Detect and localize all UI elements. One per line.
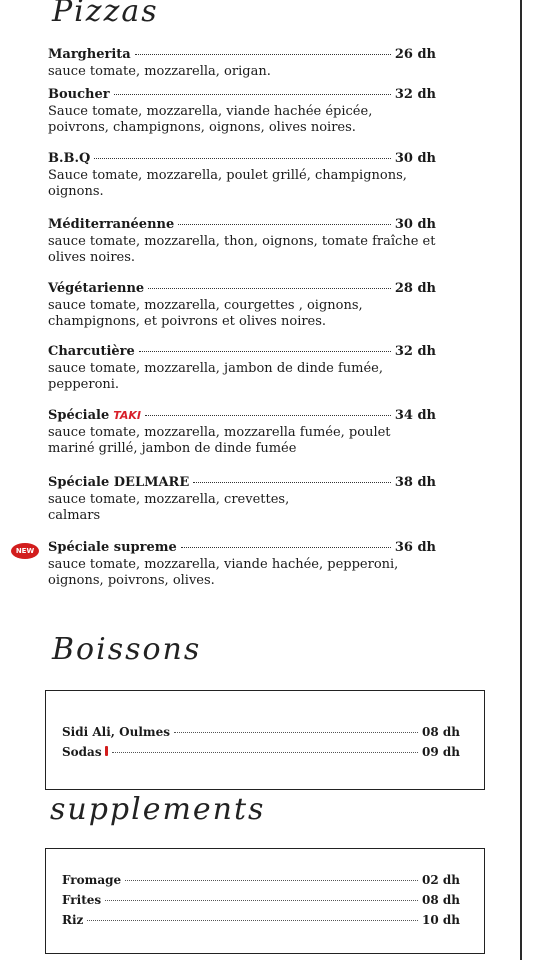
pizza-price: 38 dh (394, 475, 436, 490)
supplements-heading: supplements (50, 792, 266, 827)
leader-dots (94, 158, 390, 159)
pizza-description: sauce tomate, mozzarella, crevettes, calmars (48, 492, 290, 523)
pizza-name: Spéciale DELMARE (48, 475, 190, 490)
pizza-item (48, 408, 436, 457)
drink-price: 08 dh (422, 725, 460, 739)
pizza-description: sauce tomate, mozzarella, jambon de dinde fumée, pepperoni. (48, 361, 383, 392)
drink-item (62, 744, 460, 760)
leader-dots (139, 351, 391, 352)
pizza-description: sauce tomate, mozzarella, mozzarella fumée, poulet mariné grillé, jambon de dinde fumée (48, 425, 391, 456)
leader-dots (178, 224, 391, 225)
leader-dots (87, 920, 418, 921)
pizza-name: Spéciale (48, 408, 110, 423)
pizza-price: 32 dh (394, 344, 436, 359)
supplement-name: Frites (62, 893, 102, 907)
pizza-item (48, 217, 436, 266)
drink-name: Sidi Ali, Oulmes (62, 725, 170, 739)
drink-price: 09 dh (422, 745, 460, 759)
leader-dots (114, 94, 391, 95)
pizza-name: Spéciale supreme (48, 540, 177, 555)
pizza-price: 30 dh (394, 151, 436, 166)
supplement-item (62, 892, 460, 908)
pizza-item (48, 281, 436, 330)
supplement-price: 02 dh (422, 873, 460, 887)
boissons-box (45, 690, 485, 790)
pizza-item (48, 87, 436, 136)
leader-dots (148, 288, 391, 289)
pizza-name: Boucher (48, 87, 110, 102)
leader-dots (112, 752, 418, 753)
pizza-item (48, 344, 436, 393)
pizza-name: Végétarienne (48, 281, 145, 296)
supplement-price: 10 dh (422, 913, 460, 927)
leader-dots (105, 900, 418, 901)
pizza-price: 28 dh (394, 281, 436, 296)
pizza-price: 30 dh (394, 217, 436, 232)
supplement-price: 08 dh (422, 893, 460, 907)
leader-dots (145, 415, 391, 416)
pizza-description: Sauce tomate, mozzarella, viande hachée épicée, poivrons, champignons, oignons, olives noires. (48, 104, 373, 135)
pizza-description: sauce tomate, mozzarella, thon, oignons, tomate fraîche et olives noires. (48, 234, 436, 265)
pizza-price: 32 dh (394, 87, 436, 102)
leader-dots (174, 732, 418, 733)
leader-dots (181, 547, 391, 548)
pizza-item (48, 47, 436, 80)
supplement-name: Fromage (62, 873, 122, 887)
pizza-description: sauce tomate, mozzarella, viande hachée, pepperoni, oignons, poivrons, olives. (48, 557, 399, 588)
pizza-item (48, 540, 436, 589)
new-badge: NEW (11, 543, 39, 559)
pizza-description: sauce tomate, mozzarella, courgettes , oignons, champignons, et poivrons et olives noires. (48, 298, 363, 329)
supplement-item (62, 912, 460, 928)
leader-dots (193, 482, 391, 483)
supplement-name: Riz (62, 913, 84, 927)
pizza-item (48, 475, 436, 524)
taki-brand-logo: TAKI (113, 409, 142, 422)
pizza-price: 34 dh (394, 408, 436, 423)
pizza-item (48, 151, 436, 200)
drink-item (62, 724, 460, 740)
pizza-name: Charcutière (48, 344, 135, 359)
pizza-name: Méditerranéenne (48, 217, 175, 232)
supplements-box (45, 848, 485, 954)
supplement-item (62, 872, 460, 888)
drink-name: Sodas (62, 745, 102, 759)
leader-dots (135, 54, 391, 55)
pizzas-heading: Pizzas (52, 0, 159, 29)
pizza-price: 26 dh (394, 47, 436, 62)
pizza-name: B.B.Q (48, 151, 91, 166)
leader-dots (125, 880, 418, 881)
soda-bottle-icon (105, 746, 108, 756)
right-border-line (520, 0, 522, 960)
pizza-price: 36 dh (394, 540, 436, 555)
pizza-description: sauce tomate, mozzarella, origan. (48, 64, 271, 79)
pizza-name: Margherita (48, 47, 131, 62)
boissons-heading: Boissons (52, 632, 202, 667)
pizza-description: Sauce tomate, mozzarella, poulet grillé, champignons, oignons. (48, 168, 407, 199)
